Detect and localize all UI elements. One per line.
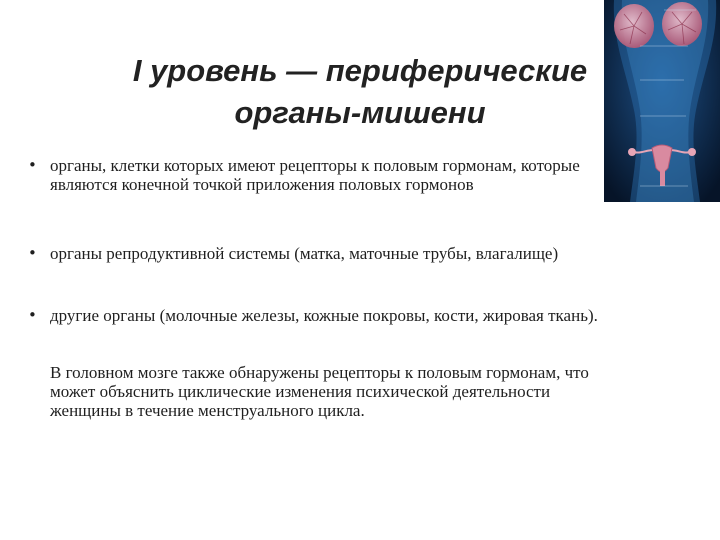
bullet-item	[28, 156, 640, 194]
bullet-marker: •	[28, 244, 37, 262]
slide-title	[60, 50, 660, 134]
bullet-marker: •	[28, 156, 37, 174]
note-paragraph: В головном мозге также обнаружены рецепторы к половым гормонам, что может объяснить циклические изменения психической деятельности женщины в течение менструального цикла.	[50, 363, 589, 420]
bullet-text: другие органы (молочные железы, кожные покровы, кости, жировая ткань).	[50, 306, 598, 325]
bullet-text: органы репродуктивной системы (матка, маточные трубы, влагалище)	[50, 244, 559, 263]
bullet-text: органы, клетки которых имеют рецепторы к половым гормонам, которые являются конечной точкой приложения половых гормонов	[50, 156, 580, 194]
bullet-marker: •	[28, 306, 37, 324]
bullet-item	[28, 244, 640, 263]
bullet-item	[28, 306, 640, 325]
title-line-2: органы-мишени	[234, 95, 486, 130]
title-line-1: I уровень — периферические	[132, 53, 588, 88]
